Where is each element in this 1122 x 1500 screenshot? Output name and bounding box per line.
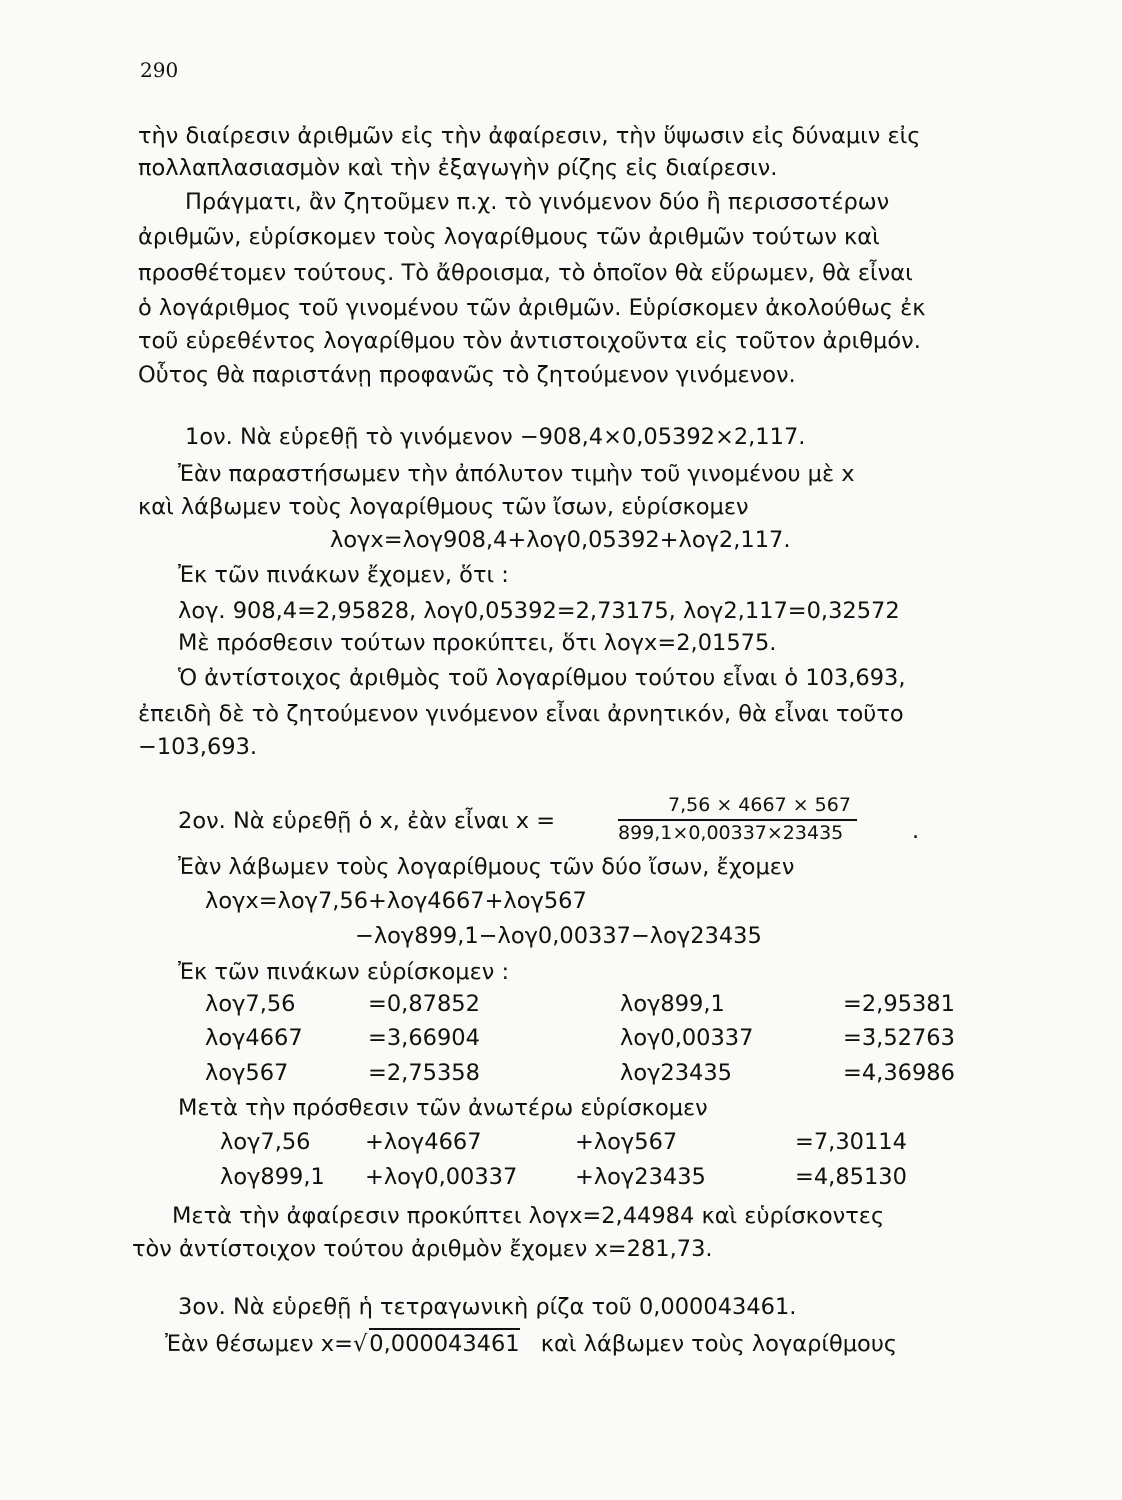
page-number: 290 — [140, 58, 179, 82]
ex2-fraction — [618, 796, 857, 843]
log-row-1-label-1: λογ7,56 — [205, 991, 296, 1017]
log-row-3-label-1: λογ567 — [205, 1060, 289, 1086]
ex2-after-add: Μετὰ τὴν πρόσθεσιν τῶν ἀνωτέρω εὑρίσκομεν — [178, 1095, 708, 1121]
log-row-2-label-1: λογ4667 — [205, 1025, 303, 1051]
sum-row-2-b: +λογ0,00337 — [365, 1164, 518, 1190]
ex2-title-period: . — [912, 818, 920, 844]
fraction-numerator: 7,56 × 4667 × 567 — [668, 794, 851, 816]
ex1-line-1: Ἐὰν παραστήσωμεν τὴν ἀπόλυτον τιμὴν τοῦ γινομένου μὲ x — [178, 461, 855, 487]
para1-line-2: πολλαπλασιασμὸν καὶ τὴν ἐξαγωγὴν ρίζης εἰς διαίρεσιν. — [138, 155, 778, 181]
fraction-denominator: 899,1×0,00337×23435 — [618, 819, 857, 843]
ex3-line-prefix: Ἐὰν θέσωμεν x= — [165, 1331, 353, 1357]
log-row-3-label-2: λογ23435 — [620, 1060, 732, 1086]
sum-row-2-c: +λογ23435 — [575, 1164, 706, 1190]
log-row-2-label-2: λογ0,00337 — [620, 1025, 754, 1051]
ex2-title: 2ον. Νὰ εὑρεθῇ ὁ x, ἐὰν εἶναι x = — [178, 808, 556, 834]
ex1-title: 1ον. Νὰ εὑρεθῇ τὸ γινόμενον −908,4×0,05392×2,117. — [185, 424, 806, 450]
ex2-result-2: τὸν ἀντίστοιχον τούτου ἀριθμὸν ἔχομεν x=281,73. — [132, 1236, 713, 1262]
ex2-equation-1: λογx=λογ7,56+λογ4667+λογ567 — [205, 888, 587, 914]
para2-line-2: ἀριθμῶν, εὑρίσκομεν τοὺς λογαρίθμους τῶν ἀριθμῶν τούτων καὶ — [138, 224, 880, 250]
para2-line-5: τοῦ εὑρεθέντος λογαρίθμου τὸν ἀντιστοιχοῦντα εἰς τοῦτον ἀριθμόν. — [138, 328, 921, 354]
ex2-tables: Ἐκ τῶν πινάκων εὑρίσκομεν : — [178, 959, 510, 985]
para2-line-3: προσθέτομεν τούτους. Τὸ ἄθροισμα, τὸ ὁποῖον θὰ εὕρωμεν, θὰ εἶναι — [138, 260, 913, 286]
sum-row-1-d: =7,30114 — [795, 1129, 907, 1155]
ex1-equation: λογx=λογ908,4+λογ0,05392+λογ2,117. — [330, 527, 791, 553]
ex1-values: λογ. 908,4=2,95828, λογ0,05392=2,73175, λογ2,117=0,32572 — [178, 598, 900, 624]
log-row-1-label-2: λογ899,1 — [620, 991, 725, 1017]
ex2-equation-2: −λογ899,1−λογ0,00337−λογ23435 — [355, 923, 762, 949]
ex3-line-suffix: καὶ λάβωμεν τοὺς λογαρίθμους — [540, 1331, 898, 1357]
para2-line-6: Οὗτος θὰ παριστάνῃ προφανῶς τὸ ζητούμενον γινόμενον. — [138, 362, 796, 388]
radicand: 0,000043461 — [369, 1328, 519, 1357]
para1-line-1: τὴν διαίρεσιν ἀριθμῶν εἰς τὴν ἀφαίρεσιν, τὴν ὕψωσιν εἰς δύναμιν εἰς — [138, 123, 921, 149]
sum-row-1-b: +λογ4667 — [365, 1129, 482, 1155]
ex1-result-2: ἐπειδὴ δὲ τὸ ζητούμενον γινόμενον εἶναι ἀρνητικόν, θὰ εἶναι τοῦτο — [138, 701, 904, 727]
para2-line-1: Πράγματι, ἂν ζητοῦμεν π.χ. τὸ γινόμενον δύο ἢ περισσοτέρων — [185, 189, 890, 215]
ex2-line-1: Ἐὰν λάβωμεν τοὺς λογαρίθμους τῶν δύο ἴσων, ἔχομεν — [178, 854, 795, 880]
ex1-result-1: Ὁ ἀντίστοιχος ἀριθμὸς τοῦ λογαρίθμου τούτου εἶναι ὁ 103,693, — [178, 665, 906, 691]
ex1-line-2: καὶ λάβωμεν τοὺς λογαρίθμους τῶν ἴσων, εὑρίσκομεν — [138, 494, 749, 520]
ex2-result-1: Μετὰ τὴν ἀφαίρεσιν προκύπτει λογx=2,44984 καὶ εὑρίσκοντες — [172, 1203, 885, 1229]
log-row-1-value-2: =2,95381 — [843, 991, 955, 1017]
ex3-title: 3ον. Νὰ εὑρεθῇ ἡ τετραγωνικὴ ρίζα τοῦ 0,000043461. — [178, 1294, 797, 1320]
sum-row-1-a: λογ7,56 — [220, 1129, 311, 1155]
ex1-sum: Μὲ πρόσθεσιν τούτων προκύπτει, ὅτι λογx=2,01575. — [178, 630, 777, 656]
square-root — [353, 1333, 520, 1356]
sum-row-2-d: =4,85130 — [795, 1164, 907, 1190]
ex1-result-3: −103,693. — [138, 734, 258, 760]
sum-row-1-c: +λογ567 — [575, 1129, 678, 1155]
para2-line-4: ὁ λογάριθμος τοῦ γινομένου τῶν ἀριθμῶν. Εὑρίσκομεν ἀκολούθως ἐκ — [138, 295, 926, 321]
ex1-tables: Ἐκ τῶν πινάκων ἔχομεν, ὅτι : — [178, 562, 509, 588]
sum-row-2-a: λογ899,1 — [220, 1164, 325, 1190]
log-row-1-value-1: =0,87852 — [368, 991, 480, 1017]
log-row-3-value-2: =4,36986 — [843, 1060, 955, 1086]
log-row-2-value-2: =3̄,52763 — [843, 1025, 955, 1051]
radical-sign-icon: √ — [352, 1331, 368, 1357]
ex3-line — [165, 1333, 897, 1356]
log-row-3-value-1: =2,75358 — [368, 1060, 480, 1086]
log-row-2-value-1: =3,66904 — [368, 1025, 480, 1051]
